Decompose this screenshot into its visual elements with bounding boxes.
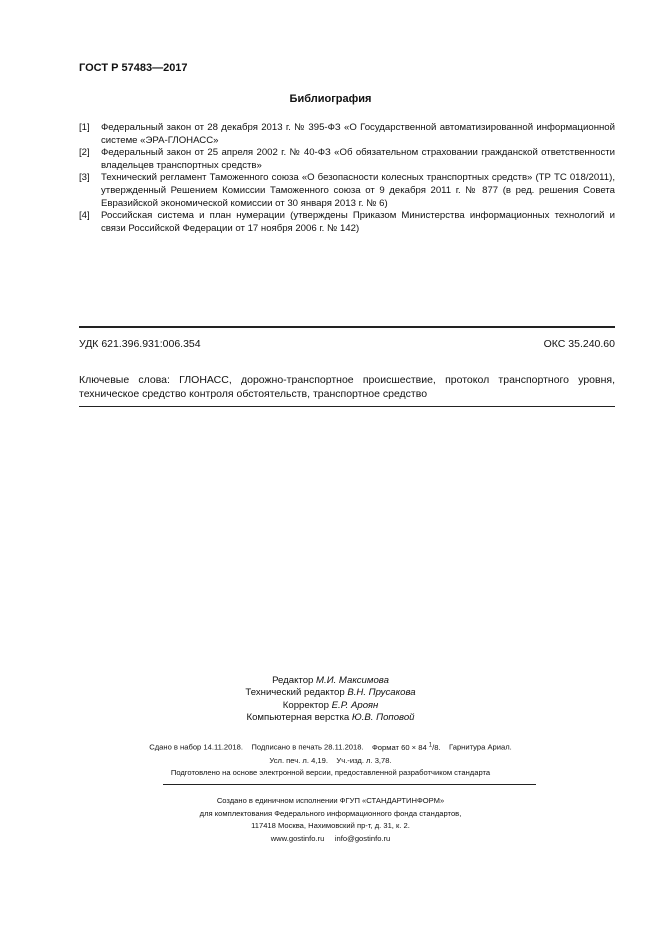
- sent-date: Сдано в набор 14.11.2018.: [149, 742, 243, 752]
- bibliography-list: [79, 122, 615, 235]
- bibliography-item-number: [3]: [79, 172, 90, 184]
- credit-role: Редактор: [272, 675, 314, 686]
- credit-editor: [0, 675, 661, 687]
- keywords-divider: [79, 406, 615, 407]
- credit-proofreader: [0, 700, 661, 712]
- oks-code: ОКС 35.240.60: [543, 338, 615, 350]
- print-info-line-1: [0, 739, 661, 754]
- bibliography-item: [79, 210, 615, 235]
- publisher-sheets: Уч.-изд. л. 3,78.: [336, 755, 392, 765]
- typeface: Гарнитура Ариал.: [449, 742, 512, 752]
- credits: [0, 675, 661, 724]
- credit-role: Технический редактор: [245, 687, 345, 699]
- bibliography-item-text: Российская система и план нумерации (утверждены Приказом Министерства информационных технологий и связи Российской Федерации от 17 ноября 2006 г. № 142): [101, 210, 615, 234]
- print-info: [0, 739, 661, 767]
- printed-sheets: Усл. печ. л. 4,19.: [269, 755, 328, 765]
- credit-name: Е.Р. Ароян: [331, 699, 379, 711]
- website-link[interactable]: www.gostinfo.ru: [270, 833, 325, 843]
- publisher-divider: [163, 784, 536, 785]
- top-divider: [79, 326, 615, 328]
- publisher-line: Создано в единичном исполнении ФГУП «СТАНДАРТИНФОРМ»: [216, 796, 445, 805]
- signed-date: Подписано в печать 28.11.2018.: [251, 742, 364, 752]
- prepared-note: Подготовлено на основе электронной версии, предоставленной разработчиком стандарта: [170, 768, 491, 777]
- paper-format: Формат 60 × 84 $^1$/8.: [372, 742, 441, 752]
- credit-name: М.И. Максимова: [316, 675, 389, 686]
- credit-tech-editor: [0, 687, 661, 699]
- bibliography-item-number: [1]: [79, 122, 90, 133]
- bibliography-item-number: [2]: [79, 147, 90, 159]
- bibliography-item: [79, 172, 615, 210]
- bibliography-item: [79, 122, 615, 147]
- bibliography-item-text: Федеральный закон от 28 декабря 2013 г. № 395-ФЗ «О Государственной автоматизированной информационной системе «ЭРА-ГЛОНАСС»: [101, 122, 615, 146]
- email-link[interactable]: info@gostinfo.ru: [334, 833, 391, 843]
- bibliography-item-text: Технический регламент Таможенного союза «О безопасности колесных транспортных средств» (ТР ТС 018/2011), утвержденный Решением Комиссии Таможенного союза от 9 декабря 2011 г. № 877 (в ред. решения Совета Евразийской экономической комиссии от 30 января 2013 г. № 6): [101, 172, 615, 209]
- credit-name: В.Н. Прусакова: [347, 687, 416, 699]
- credit-role: Компьютерная верстка: [246, 711, 350, 723]
- publisher-info: [0, 795, 661, 845]
- credit-name: Ю.В. Поповой: [351, 711, 415, 723]
- document-code: ГОСТ Р 57483—2017: [79, 62, 188, 74]
- bibliography-item-number: [4]: [79, 210, 90, 222]
- publisher-line: для комплектования Федерального информационного фонда стандартов,: [199, 808, 462, 818]
- bibliography-item-text: Федеральный закон от 25 апреля 2002 г. № 40-ФЗ «Об обязательном страховании гражданской ответственности владельцев транспортных средств»: [101, 147, 615, 171]
- publisher-contacts: [0, 833, 661, 846]
- credit-role: Корректор: [282, 699, 329, 711]
- credit-layout: [0, 712, 661, 724]
- udk-code: УДК 621.396.931:006.354: [79, 338, 201, 350]
- bibliography-item: [79, 147, 615, 172]
- bibliography-title: Библиография: [289, 93, 372, 105]
- publisher-address: 117418 Москва, Нахимовский пр-т, д. 31, к. 2.: [251, 821, 410, 830]
- print-info-line-2: [0, 754, 661, 767]
- keywords: Ключевые слова: ГЛОНАСС, дорожно-транспортное происшествие, протокол транспортного уровня, техническое средство контроля обстоятельств, транспортное средство: [79, 374, 615, 400]
